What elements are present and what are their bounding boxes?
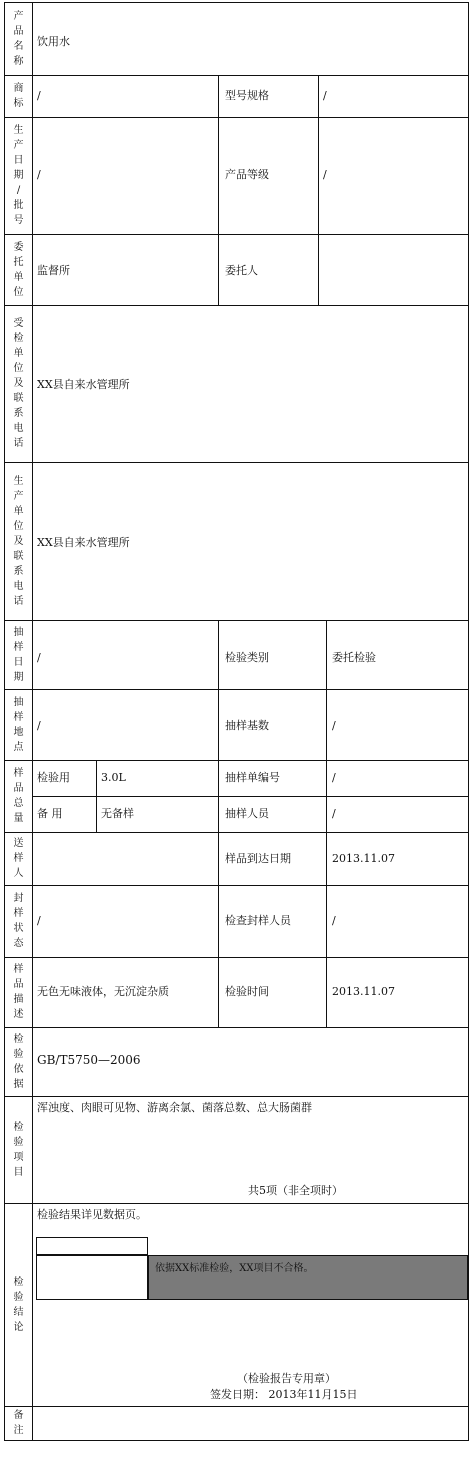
test-use-label: 检验用 [37,771,70,784]
label-basis: 检 验 依 据 [13,1033,24,1090]
label-seal-status: 封 样 状 态 [13,893,24,949]
sample-desc-value: 无色无味液体，无沉淀杂质 [37,985,169,998]
inspection-report-form [4,2,469,1441]
consignor-label: 委托人 [225,264,258,277]
label-sender: 送 样 人 [13,838,24,879]
label-items: 检 验 项 目 [13,1121,24,1178]
product-name-value: 饮用水 [37,35,70,48]
label-product-name: 产 品 名 称 [13,11,24,67]
inspection-type-label: 检验类别 [225,651,269,664]
seal-checker-value: / [332,914,336,927]
product-grade-value: / [323,168,327,181]
items-count: 共5项（非全项时） [248,1184,343,1197]
seal-checker-label: 检查封样人员 [225,914,291,927]
model-spec-label: 型号规格 [225,89,269,102]
label-trademark: 商 标 [13,83,24,109]
items-value: 浑浊度、肉眼可见物、游离余氯、菌落总数、总大肠菌群 [37,1101,312,1114]
test-use-value: 3.0L [101,771,126,784]
issue-date: 签发日期： 2013年11月15日 [210,1388,358,1401]
production-date-value: / [37,168,41,181]
conclusion-highlight-text: 依据XX标准检验，XX项目不合格。 [155,1263,314,1274]
seal-status-value: / [37,914,41,927]
product-grade-label: 产品等级 [225,168,269,181]
inspection-time-value: 2013.11.07 [332,985,395,998]
label-client: 委 托 单 位 [13,241,24,298]
sampling-date-value: / [37,651,41,664]
reserve-label: 备 用 [37,807,63,820]
conclusion-blank-box [36,1237,148,1255]
client-value: 监督所 [37,264,70,277]
label-inspected-unit: 受 检 单 位 及 联 系 电 话 [13,318,24,449]
trademark-value: / [37,89,41,102]
label-sampling-date: 抽 样 日 期 [13,626,24,683]
label-production-date: 生 产 日 期 / 批 号 [13,125,24,226]
model-spec-value: / [323,89,327,102]
arrival-date-value: 2013.11.07 [332,852,395,865]
basis-value: GB/T5750—2006 [37,1053,141,1067]
label-sample-total: 样 品 总 量 [13,768,24,824]
report-seal-text: （检验报告专用章） [237,1372,336,1385]
label-sampling-place: 抽 样 地 点 [13,696,24,753]
sampling-place-value: / [37,719,41,732]
inspection-type-value: 委托检验 [332,651,376,664]
sampler-label: 抽样人员 [225,807,269,820]
sampler-value: / [332,807,336,820]
sampling-sheet-no-value: / [332,771,336,784]
label-conclusion: 检 验 结 论 [13,1276,24,1333]
arrival-date-label: 样品到达日期 [225,852,291,865]
inspected-unit-value: XX县自来水管理所 [37,378,130,391]
reserve-value: 无备样 [101,807,134,820]
sampling-base-value: / [332,719,336,732]
conclusion-text: 检验结果详见数据页。 [37,1208,147,1221]
label-sample-desc: 样 品 描 述 [13,964,24,1020]
producer-value: XX县自来水管理所 [37,536,130,549]
sampling-sheet-no-label: 抽样单编号 [225,771,280,784]
label-remarks: 备 注 [13,1410,24,1436]
sampling-base-label: 抽样基数 [225,719,269,732]
label-producer: 生 产 单 位 及 联 系 电 话 [13,475,24,607]
inspection-time-label: 检验时间 [225,985,269,998]
conclusion-blank-box-lower [36,1255,148,1300]
